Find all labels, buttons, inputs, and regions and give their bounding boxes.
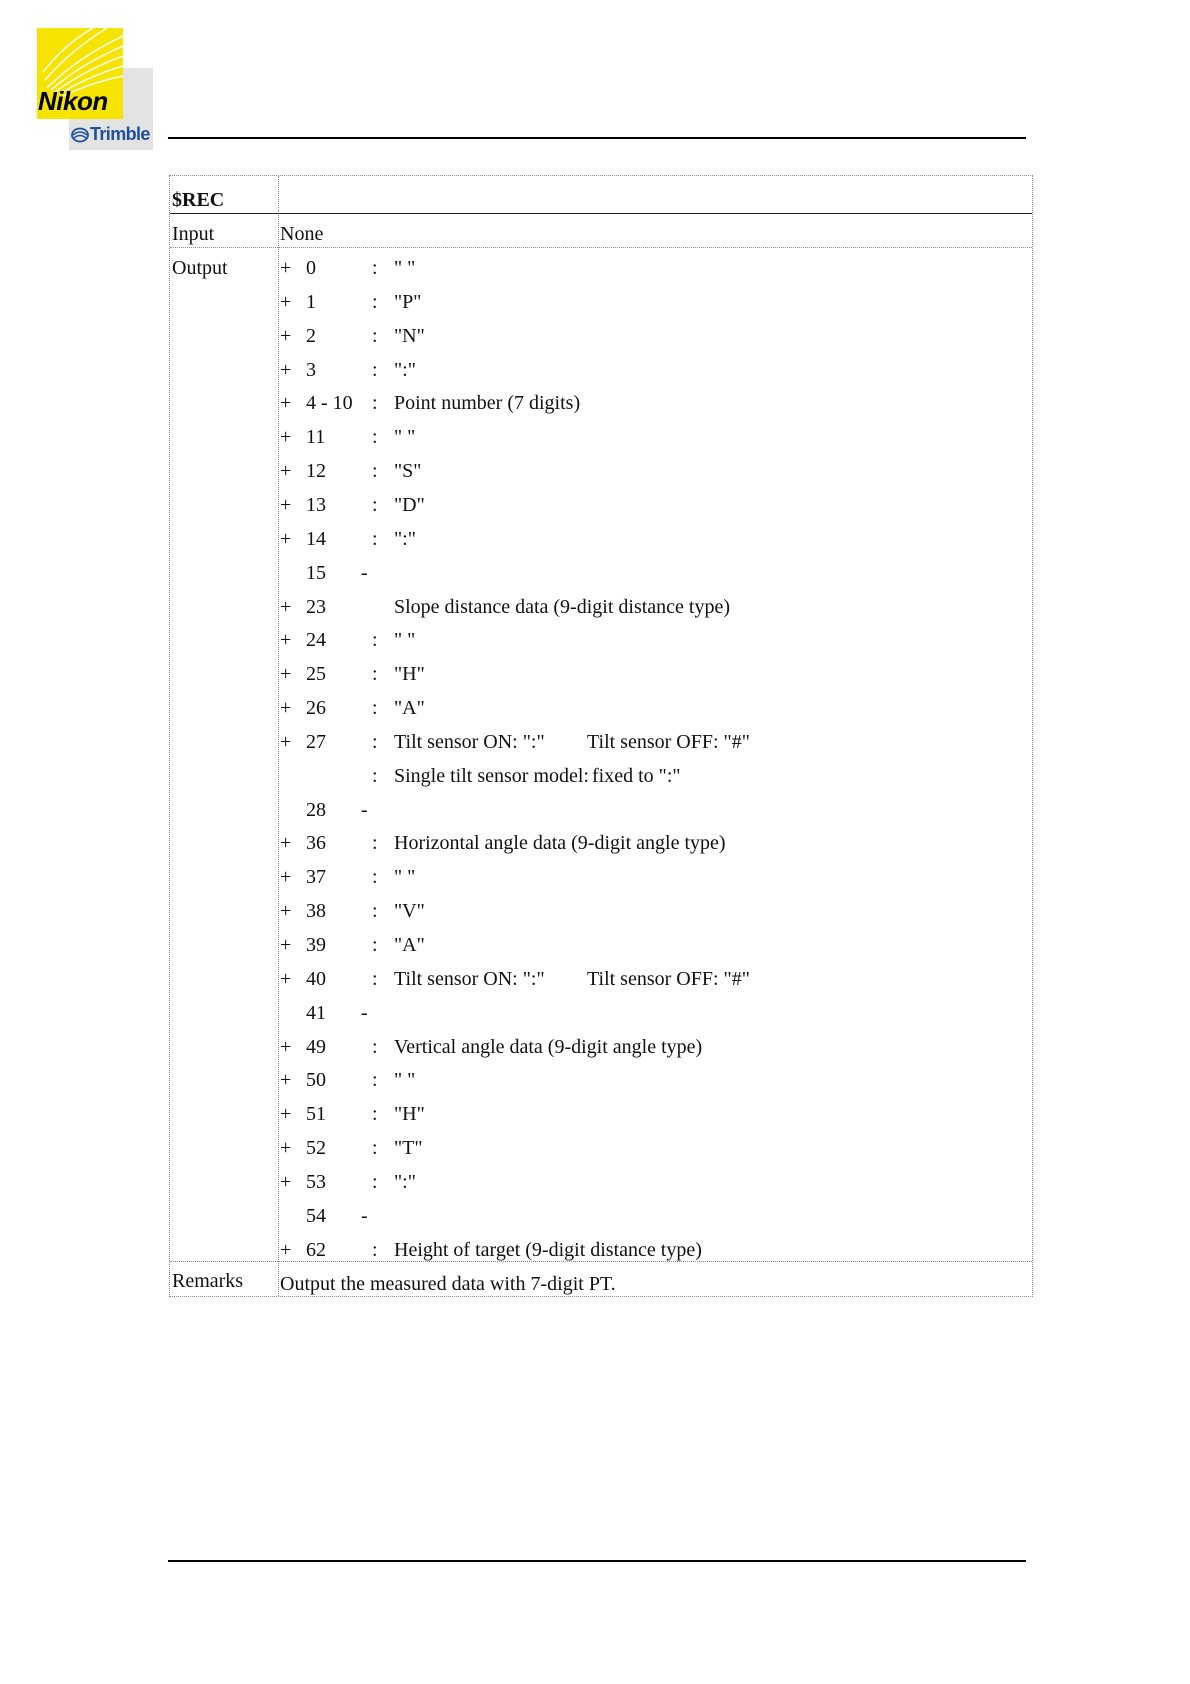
output-plus: + (280, 967, 292, 990)
output-plus: + (280, 1035, 292, 1058)
output-colon: : (372, 1035, 378, 1058)
output-range-dash: - (361, 561, 368, 584)
output-offset: 52 (306, 1137, 326, 1160)
trimble-globe-icon (71, 127, 89, 143)
output-plus: + (280, 460, 292, 483)
remarks-label: Remarks (172, 1270, 244, 1292)
output-description: Point number (7 digits) (394, 392, 581, 415)
output-description: "A" (394, 934, 425, 956)
output-description: "D" (394, 493, 425, 516)
output-colon: : (372, 730, 378, 753)
output-plus: + (280, 595, 292, 618)
output-plus: + (280, 527, 292, 550)
output-plus: + (280, 493, 292, 516)
output-description: " " (394, 257, 416, 279)
output-description: Tilt sensor ON: ":" (394, 967, 545, 990)
output-description: Vertical angle data (9-digit angle type) (394, 1035, 703, 1058)
nikon-trimble-logo (37, 28, 153, 152)
output-colon: : (372, 866, 378, 889)
output-plus: + (280, 1170, 292, 1193)
output-plus: + (280, 290, 292, 313)
output-offset: 41 (306, 1001, 326, 1024)
output-description: " " (394, 629, 416, 652)
output-offset: 14 (306, 527, 326, 550)
input-value: None (280, 223, 324, 245)
output-offset: 3 (306, 358, 316, 381)
output-description: Slope distance data (9-digit distance type) (394, 595, 731, 618)
output-offset: 11 (306, 426, 326, 449)
output-offset: 54 (306, 1204, 326, 1227)
output-colon: : (372, 1137, 378, 1160)
output-description: "H" (394, 1103, 425, 1126)
output-description: "V" (394, 900, 425, 923)
output-offset: 51 (306, 1103, 326, 1126)
output-description: Horizontal angle data (9-digit angle type) (394, 832, 726, 855)
output-description: Single tilt sensor model: (394, 764, 589, 787)
output-colon: : (372, 493, 378, 516)
output-offset: 0 (306, 257, 316, 279)
output-plus: + (280, 1238, 292, 1261)
output-plus: + (280, 324, 292, 347)
output-colon: : (372, 426, 378, 449)
input-label: Input (172, 223, 215, 245)
output-range-dash: - (361, 798, 368, 821)
output-plus: + (280, 392, 292, 415)
output-description: " " (394, 866, 416, 889)
output-offset: 24 (306, 629, 326, 652)
column-divider (278, 176, 279, 1296)
output-description: ":" (394, 358, 416, 381)
output-plus: + (280, 900, 292, 923)
output-offset: 1 (306, 290, 316, 313)
logo-trimble (71, 124, 150, 145)
output-offset: 36 (306, 832, 326, 855)
output-offset: 12 (306, 460, 326, 483)
output-range-dash: - (361, 1001, 368, 1024)
output-offset: 40 (306, 967, 326, 990)
output-offset: 37 (306, 866, 326, 889)
output-plus: + (280, 934, 292, 956)
output-plus: + (280, 832, 292, 855)
output-plus: + (280, 1069, 292, 1092)
output-description: "P" (394, 290, 422, 313)
output-label: Output (172, 257, 228, 279)
output-colon: : (372, 1069, 378, 1092)
logo-nikon-text: Nikon (38, 86, 108, 116)
output-range-dash: - (361, 1204, 368, 1227)
output-colon: : (372, 967, 378, 990)
output-plus: + (280, 358, 292, 381)
output-description: "N" (394, 324, 425, 347)
output-colon: : (372, 358, 378, 381)
remarks-value: Output the measured data with 7-digit PT. (280, 1273, 616, 1295)
output-description: "T" (394, 1137, 423, 1160)
output-description: " " (394, 1069, 416, 1092)
output-colon: : (372, 900, 378, 923)
output-description: Tilt sensor ON: ":" (394, 730, 545, 753)
header-rule (168, 137, 1026, 139)
output-colon: : (372, 663, 378, 686)
output-plus: + (280, 866, 292, 889)
output-colon: : (372, 629, 378, 652)
output-colon: : (372, 460, 378, 483)
output-offset: 25 (306, 663, 326, 686)
output-offset: 2 (306, 324, 316, 347)
output-plus: + (280, 1137, 292, 1160)
output-description-secondary: Tilt sensor OFF: "#" (587, 730, 750, 753)
output-plus: + (280, 730, 292, 753)
output-offset: 53 (306, 1170, 326, 1193)
output-colon: : (372, 1238, 378, 1261)
output-plus: + (280, 257, 292, 279)
output-description: Height of target (9-digit distance type) (394, 1238, 702, 1261)
output-colon: : (372, 324, 378, 347)
header-divider (170, 213, 1032, 214)
output-offset: 39 (306, 934, 326, 956)
output-offset: 49 (306, 1035, 326, 1058)
output-description: " " (394, 426, 416, 449)
logo-trimble-text: Trimble (90, 124, 150, 144)
output-colon: : (372, 697, 378, 720)
output-description-secondary: fixed to ":" (592, 764, 681, 787)
output-offset: 15 (306, 561, 326, 584)
output-description: "H" (394, 663, 425, 686)
output-plus: + (280, 697, 292, 720)
output-description: ":" (394, 527, 416, 550)
output-colon: : (372, 257, 378, 279)
output-offset: 4 - 10 (306, 392, 353, 415)
output-colon: : (372, 764, 378, 787)
footer-rule (168, 1560, 1026, 1562)
output-offset: 28 (306, 798, 326, 821)
logo-yellow-panel (37, 28, 123, 119)
output-plus: + (280, 426, 292, 449)
output-colon: : (372, 392, 378, 415)
row-divider-input (170, 247, 1032, 248)
command-table (169, 175, 1033, 1297)
output-description-secondary: Tilt sensor OFF: "#" (587, 967, 750, 990)
output-colon: : (372, 832, 378, 855)
output-description: "S" (394, 460, 422, 483)
output-description: "A" (394, 697, 425, 720)
output-colon: : (372, 527, 378, 550)
output-offset: 27 (306, 730, 326, 753)
output-plus: + (280, 1103, 292, 1126)
output-offset: 38 (306, 900, 326, 923)
output-offset: 62 (306, 1238, 326, 1261)
output-colon: : (372, 290, 378, 313)
output-colon: : (372, 934, 378, 956)
command-name: $REC (172, 189, 225, 211)
output-offset: 26 (306, 697, 326, 720)
output-offset: 23 (306, 595, 326, 618)
output-colon: : (372, 1103, 378, 1126)
output-offset: 50 (306, 1069, 326, 1092)
output-plus: + (280, 629, 292, 652)
output-colon: : (372, 1170, 378, 1193)
output-plus: + (280, 663, 292, 686)
output-offset: 13 (306, 493, 326, 516)
output-description: ":" (394, 1170, 416, 1193)
